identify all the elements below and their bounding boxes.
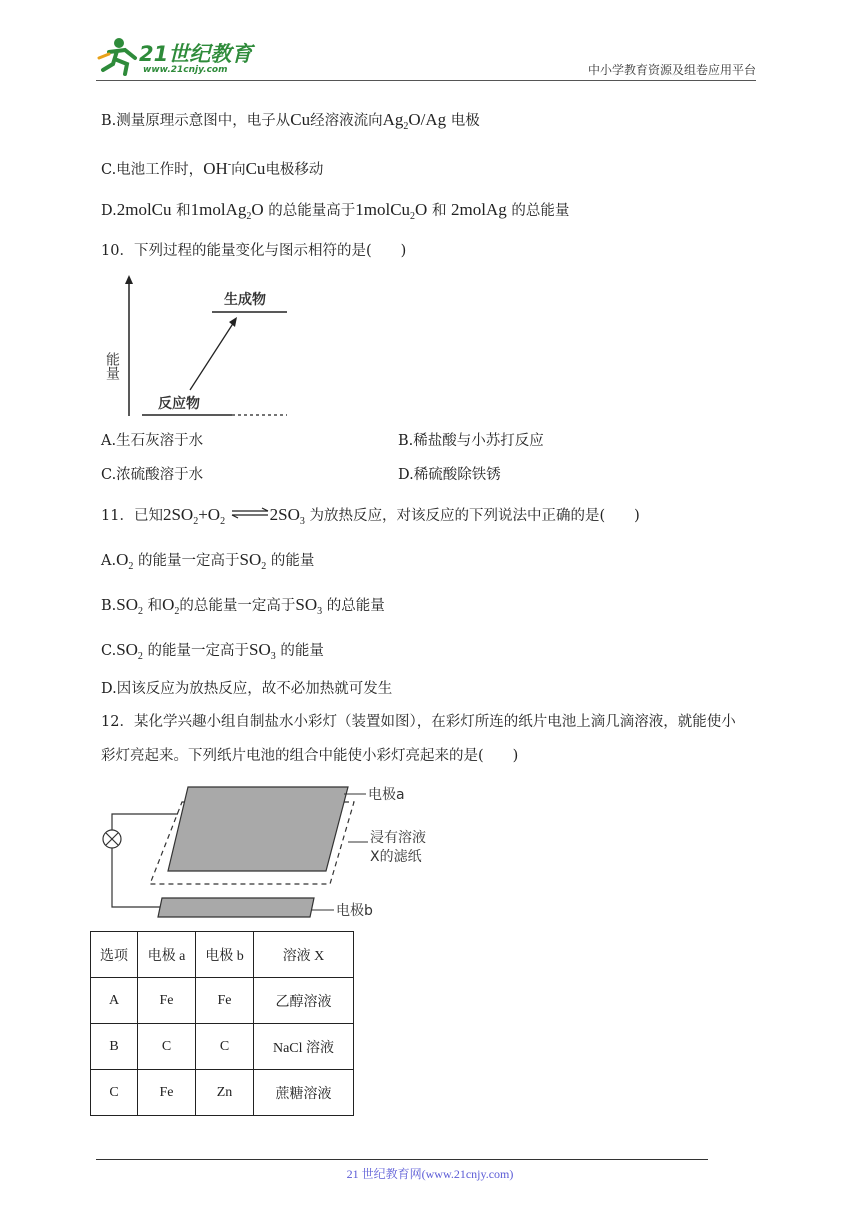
- q11-option-d: D.因该反应为放热反应，故不必加热就可发生: [101, 681, 393, 697]
- footer-link[interactable]: 21 世纪教育网(www.21cnjy.com): [346, 1167, 514, 1181]
- site-logo: [95, 34, 265, 78]
- reaction-arrow: [190, 322, 234, 390]
- table-cell: C: [91, 1070, 138, 1116]
- table-header-cell: 选项: [91, 932, 138, 978]
- circuit-wire: [112, 814, 178, 907]
- table-cell: Zn: [196, 1070, 254, 1116]
- table-row: [91, 1024, 354, 1070]
- q9-option-b: B.测量原理示意图中，电子从Cu经溶液流向$Ag_2O/Ag$ 电极: [101, 110, 480, 132]
- q12-options-table: [90, 931, 354, 1116]
- q10-option-b: B.稀盐酸与小苏打反应: [398, 433, 544, 449]
- q11-option-b: $B.SO_2$ 和$O_2$的总能量一定高于$SO_3$ 的总能量: [101, 595, 385, 617]
- filter-label-line2: X的滤纸: [370, 849, 422, 865]
- electrode-b-plate: [158, 898, 314, 917]
- footer-divider: [96, 1159, 708, 1160]
- q10-option-c: C.浓硫酸溶于水: [101, 467, 204, 483]
- q9-option-c: C.电池工作时，OH-向Cu电极移动: [101, 159, 324, 178]
- q10-option-a: A.生石灰溶于水: [101, 433, 204, 449]
- electrode-a-label: 电极a: [368, 787, 405, 803]
- logo-main-text: 21世纪教育: [139, 42, 253, 66]
- table-row: [91, 978, 354, 1024]
- table-header-row: [91, 932, 354, 978]
- table-row: [91, 1070, 354, 1116]
- table-header-cell: 溶液 X: [254, 932, 354, 978]
- q12-stem-line1: 12．某化学兴趣小组自制盐水小彩灯（装置如图），在彩灯所连的纸片电池上滴几滴溶液，就能使小: [101, 714, 736, 730]
- reaction-arrowhead-icon: [229, 317, 237, 327]
- q11-stem: 11．已知$2SO_2+O_2$ $2SO_3$ 为放热反应，对该反应的下列说法中正确的是( ): [101, 505, 640, 527]
- table-cell: 蔗糖溶液: [254, 1070, 354, 1116]
- header-platform-text: 中小学教育资源及组卷应用平台: [587, 63, 756, 77]
- reactant-label: 反应物: [158, 396, 200, 412]
- table-cell: A: [91, 978, 138, 1024]
- q11-option-c: $C.SO_2$ 的能量一定高于$SO_3$ 的能量: [101, 640, 324, 662]
- header-divider: [96, 80, 756, 81]
- product-label: 生成物: [224, 292, 266, 308]
- table-cell: Fe: [138, 978, 196, 1024]
- logo-url-text: www.21cnjy.com: [143, 65, 228, 75]
- table-header-cell: 电极 b: [196, 932, 254, 978]
- table-cell: C: [138, 1024, 196, 1070]
- table-cell: C: [196, 1024, 254, 1070]
- table-cell: B: [91, 1024, 138, 1070]
- energy-axis-label: 能量: [104, 352, 120, 380]
- electrode-b-label: 电极b: [336, 903, 373, 919]
- q9-option-d: D.2molCu 和1molAg$_2$O 的总能量高于1molCu$_2$O 和 2molAg 的总能量: [101, 200, 570, 222]
- axis-arrow-icon: [125, 275, 133, 284]
- table-cell: NaCl 溶液: [254, 1024, 354, 1070]
- table-header-cell: 电极 a: [138, 932, 196, 978]
- q12-battery-diagram: [98, 780, 458, 925]
- q12-stem-line2: 彩灯亮起来。下列纸片电池的组合中能使小彩灯亮起来的是( ): [101, 748, 519, 764]
- electrode-a-plate: [168, 787, 348, 871]
- q11-option-a: $A.O_2$ 的能量一定高于$SO_2$ 的能量: [101, 550, 315, 572]
- q10-energy-diagram: [100, 272, 300, 422]
- table-cell: Fe: [196, 978, 254, 1024]
- q10-option-d: D.稀硫酸除铁锈: [398, 467, 501, 483]
- q10-stem: 10．下列过程的能量变化与图示相符的是( ): [101, 243, 407, 259]
- table-cell: 乙醇溶液: [254, 978, 354, 1024]
- filter-label-line1: 浸有溶液: [370, 830, 426, 846]
- table-cell: Fe: [138, 1070, 196, 1116]
- equilibrium-arrows-icon: [230, 507, 270, 519]
